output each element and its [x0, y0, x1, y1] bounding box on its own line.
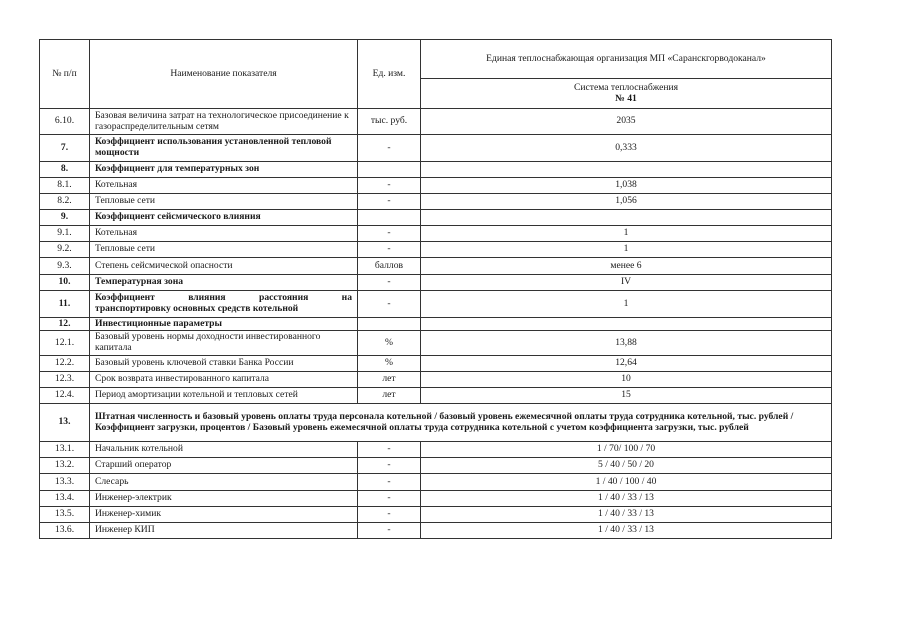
row-num: 8.2.	[40, 194, 90, 210]
row-value	[421, 162, 832, 178]
header-system	[421, 79, 832, 109]
row-unit	[358, 210, 421, 226]
row-value	[421, 318, 832, 331]
row-num: 13.4.	[40, 491, 90, 507]
row-unit	[358, 162, 421, 178]
row-unit: -	[358, 507, 421, 523]
row-name: Период амортизации котельной и тепловых сетей	[90, 388, 358, 404]
row-value: 1 / 40 / 100 / 40	[421, 474, 832, 491]
row-num: 13.6.	[40, 523, 90, 539]
row-value: 15	[421, 388, 832, 404]
row-unit	[358, 318, 421, 331]
indicators-table	[39, 39, 832, 539]
row-value: 1 / 40 / 33 / 13	[421, 507, 832, 523]
row-unit: %	[358, 331, 421, 356]
row-num: 12.2.	[40, 356, 90, 372]
row-name: Срок возврата инвестированного капитала	[90, 372, 358, 388]
row-value	[421, 210, 832, 226]
table-row	[40, 404, 832, 442]
row-num: 6.10.	[40, 109, 90, 135]
row-unit: -	[358, 442, 421, 458]
row-value: 1 / 40 / 33 / 13	[421, 491, 832, 507]
row-unit: -	[358, 226, 421, 242]
row-value: 1 / 70/ 100 / 70	[421, 442, 832, 458]
row-name	[90, 291, 358, 318]
row-name: Коэффициент использования установленной тепловой мощности	[90, 135, 358, 162]
table-row	[40, 275, 832, 291]
row-value: 1 / 40 / 33 / 13	[421, 523, 832, 539]
row-num: 12.	[40, 318, 90, 331]
row-name: Базовый уровень нормы доходности инвестированного капитала	[90, 331, 358, 356]
row-num: 8.	[40, 162, 90, 178]
row-name: Коэффициент для температурных зон	[90, 162, 358, 178]
row-unit: баллов	[358, 258, 421, 275]
row-num: 13.	[40, 404, 90, 442]
table-row	[40, 242, 832, 258]
table-row	[40, 523, 832, 539]
row-num: 13.1.	[40, 442, 90, 458]
table-row	[40, 458, 832, 474]
row-name: Базовый уровень ключевой ставки Банка России	[90, 356, 358, 372]
row-value: IV	[421, 275, 832, 291]
row-num: 9.3.	[40, 258, 90, 275]
row-value: 1	[421, 242, 832, 258]
table-row	[40, 442, 832, 458]
table-row	[40, 258, 832, 275]
table-row	[40, 491, 832, 507]
table-row	[40, 356, 832, 372]
table-row	[40, 194, 832, 210]
row-value: 13,88	[421, 331, 832, 356]
row-unit: -	[358, 135, 421, 162]
row-num: 13.3.	[40, 474, 90, 491]
row-value: 0,333	[421, 135, 832, 162]
row-name: Инвестиционные параметры	[90, 318, 358, 331]
row-name: Степень сейсмической опасности	[90, 258, 358, 275]
table-row	[40, 210, 832, 226]
header-unit: Ед. изм.	[358, 40, 421, 109]
row-num: 12.4.	[40, 388, 90, 404]
table-row	[40, 226, 832, 242]
table-row	[40, 474, 832, 491]
row-unit: -	[358, 458, 421, 474]
row-value: 1,038	[421, 178, 832, 194]
row-name: Инженер КИП	[90, 523, 358, 539]
row-value: 1,056	[421, 194, 832, 210]
table-row	[40, 507, 832, 523]
row-unit: лет	[358, 388, 421, 404]
row-name: Котельная	[90, 178, 358, 194]
row-name: Базовая величина затрат на технологическое присоединение к газораспределительным сетям	[90, 109, 358, 135]
header-name: Наименование показателя	[90, 40, 358, 109]
row-name-line2: транспортировку основных средств котельной	[95, 303, 299, 314]
table-row	[40, 291, 832, 318]
row-unit: -	[358, 194, 421, 210]
row-unit: -	[358, 523, 421, 539]
row-num: 12.3.	[40, 372, 90, 388]
table-row	[40, 178, 832, 194]
row-value: 1	[421, 226, 832, 242]
header-org: Единая теплоснабжающая организация МП «Саранскгорводоканал»	[421, 40, 832, 79]
row-num: 7.	[40, 135, 90, 162]
row-name: Слесарь	[90, 474, 358, 491]
row-value: 1	[421, 291, 832, 318]
row-name: Тепловые сети	[90, 194, 358, 210]
row-unit: -	[358, 291, 421, 318]
row-unit: -	[358, 242, 421, 258]
row-unit: %	[358, 356, 421, 372]
table-row	[40, 388, 832, 404]
table-row	[40, 109, 832, 135]
table-row	[40, 318, 832, 331]
row-num: 12.1.	[40, 331, 90, 356]
row-num: 9.2.	[40, 242, 90, 258]
row-name: Начальник котельной	[90, 442, 358, 458]
header-system-label: Система теплоснабжения	[573, 81, 679, 93]
header-system-number: № 41	[615, 92, 637, 104]
row-name-line1: Коэффициент влияния расстояния на	[95, 292, 352, 304]
row-name: Инженер-электрик	[90, 491, 358, 507]
row-unit: лет	[358, 372, 421, 388]
table-row	[40, 135, 832, 162]
row-name: Котельная	[90, 226, 358, 242]
row-unit: тыс. руб.	[358, 109, 421, 135]
row-unit: -	[358, 178, 421, 194]
row-num: 9.	[40, 210, 90, 226]
row-name: Инженер-химик	[90, 507, 358, 523]
row-name: Штатная численность и базовый уровень оплаты труда персонала котельной / базовый уровень ежемесячной оплаты труда сотрудника котельной, тыс. рублей / Коэффициент загрузки, процентов / Базовый уровень ежемесячной оплаты труда сотрудника котельной с учетом коэффициента загрузки, тыс. рублей	[90, 404, 832, 442]
row-name: Тепловые сети	[90, 242, 358, 258]
row-num: 9.1.	[40, 226, 90, 242]
header-num: № п/п	[40, 40, 90, 109]
row-value: менее 6	[421, 258, 832, 275]
row-value: 2035	[421, 109, 832, 135]
row-num: 10.	[40, 275, 90, 291]
table-row	[40, 331, 832, 356]
row-name: Температурная зона	[90, 275, 358, 291]
row-value: 12,64	[421, 356, 832, 372]
row-num: 11.	[40, 291, 90, 318]
row-num: 13.2.	[40, 458, 90, 474]
row-unit: -	[358, 474, 421, 491]
row-unit: -	[358, 275, 421, 291]
table-row	[40, 372, 832, 388]
row-num: 13.5.	[40, 507, 90, 523]
row-name: Старший оператор	[90, 458, 358, 474]
row-value: 10	[421, 372, 832, 388]
row-value: 5 / 40 / 50 / 20	[421, 458, 832, 474]
table-row	[40, 162, 832, 178]
row-name: Коэффициент сейсмического влияния	[90, 210, 358, 226]
row-unit: -	[358, 491, 421, 507]
row-num: 8.1.	[40, 178, 90, 194]
